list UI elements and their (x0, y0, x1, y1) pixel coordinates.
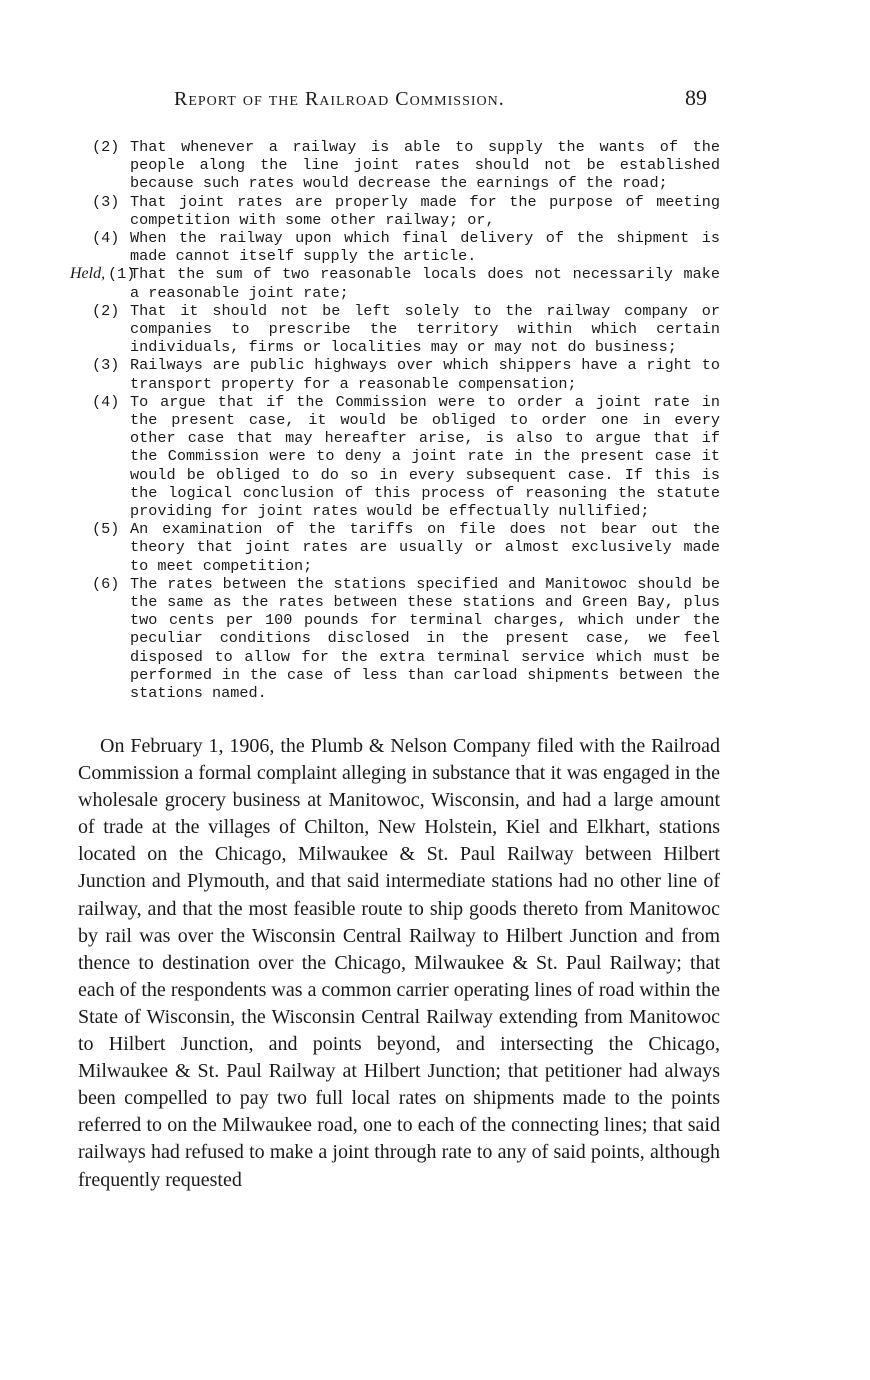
page-number: 89 (685, 85, 707, 110)
held-item (70, 520, 720, 575)
contention-item (70, 193, 720, 229)
held-item (70, 302, 720, 357)
item-number: (2) (92, 301, 120, 320)
item-number: (3) (92, 192, 120, 211)
contention-item (70, 138, 720, 193)
running-header-title: Report of the Railroad Commission. (174, 88, 505, 110)
item-text: An examination of the tariffs on file does not bear out the theory that joint rates are usually or almost exclusively made to meet competition; (130, 520, 720, 575)
body-text (78, 733, 720, 1194)
held-item (70, 393, 720, 520)
syllabus (70, 138, 720, 702)
item-number: (2) (92, 138, 120, 156)
item-text: That whenever a railway is able to supply the wants of the people along the line joint rates should not be established because such rates would decrease the earnings of the road; (130, 138, 720, 193)
item-number: (6) (92, 574, 120, 593)
item-number: (3) (92, 356, 120, 375)
item-text: That joint rates are properly made for the purpose of meeting competition with some other railway; or, (130, 192, 720, 229)
held-item (70, 356, 720, 392)
item-text: That it should not be left solely to the railway company or companies to prescribe the territory within which certain individuals, firms or localities may or may not do business; (130, 301, 720, 357)
contention-item (70, 229, 720, 265)
item-number: (5) (92, 520, 120, 539)
item-text: The rates between the stations specified and Manitowoc should be the same as the rates between these stations and Green Bay, plus two cents per 100 pounds for terminal charges, which under the peculiar conditions disclosed in the present case, we feel disposed to allow for the extra terminal service which must be performed in the case of less than carload shipments between the stations named. (130, 574, 720, 703)
item-text: When the railway upon which final delivery of the shipment is made cannot itself supply the article. (130, 229, 720, 266)
held-label: Held, (70, 265, 106, 283)
item-text: Railways are public highways over which shippers have a right to transport property for a reasonable compensation; (130, 356, 720, 393)
running-header (90, 85, 720, 118)
body-paragraph: On February 1, 1906, the Plumb & Nelson Company filed with the Railroad Commission a formal complaint alleging in substance that it was engaged in the wholesale grocery business at Manitowoc, Wisconsin, and had a large amount of trade at the villages of Chilton, New Holstein, Kiel and Elkhart, stations located on the Chicago, Milwaukee & St. Paul Railway between Hilbert Junction and Plymouth, and that said intermediate stations had no other line of railway, and that the most feasible route to ship goods thereto from Manitowoc by rail was over the Wisconsin Central Railway to Hilbert Junction and from thence to destination over the Chicago, Milwaukee & St. Paul Railway; that each of the respondents was a common carrier operating lines of road within the State of Wisconsin, the Wisconsin Central Railway extending from Manitowoc to Hilbert Junction, and points beyond, and intersecting the Chicago, Milwaukee & St. Paul Railway at Hilbert Junction; that petitioner had always been compelled to pay two full local rates on shipments made to the points referred to on the Milwaukee road, one to each of the connecting lines; that said railways had refused to make a joint through rate to any of said points, although frequently requested (78, 735, 720, 1191)
held-item (70, 265, 720, 301)
item-number: (4) (92, 229, 120, 248)
item-text: To argue that if the Commission were to order a joint rate in the present case, it would be obliged to order one in every other case that may hereafter arise, is also to argue that if the Commission were to deny a joint rate in the present case it would be obliged to do so in every subsequent case. If this is the logical conclusion of this process of reasoning the statute providing for joint rates would be effectually nullified; (130, 392, 720, 521)
item-number: (1) (108, 265, 136, 284)
item-text: That the sum of two reasonable locals does not necessarily make a reasonable joint rate; (130, 265, 720, 302)
held-item (70, 575, 720, 702)
item-number: (4) (92, 392, 120, 411)
